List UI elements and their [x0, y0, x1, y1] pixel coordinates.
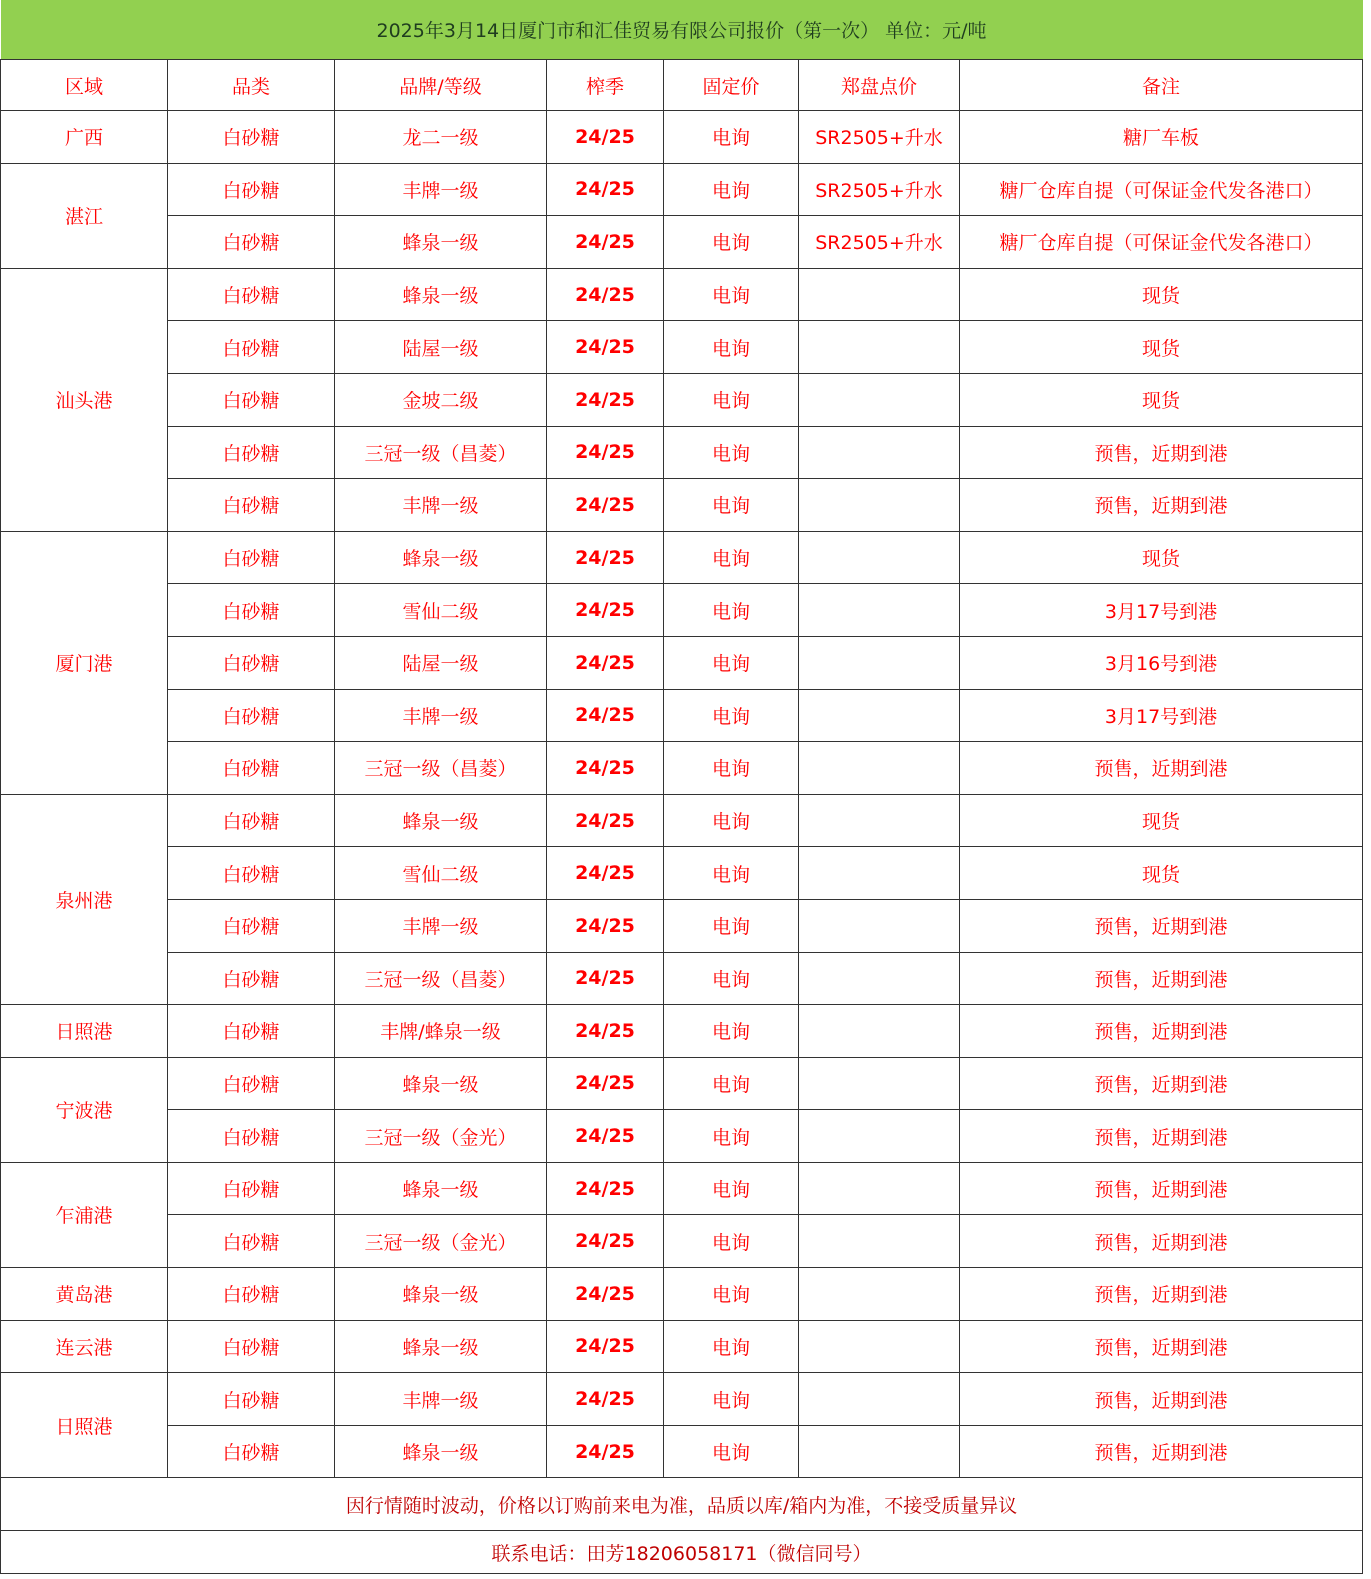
- cell-season: 24/25: [547, 426, 664, 479]
- cell-brand: 雪仙二级: [335, 584, 547, 637]
- table-row: [1, 1320, 1363, 1373]
- cell-note: 预售，近期到港: [960, 952, 1363, 1005]
- cell-season: 24/25: [547, 1215, 664, 1268]
- cell-fixed-price: 电询: [664, 216, 799, 269]
- cell-region: 泉州港: [1, 794, 168, 1004]
- cell-category: 白砂糖: [168, 1320, 335, 1373]
- cell-note: 预售，近期到港: [960, 1005, 1363, 1058]
- cell-category: 白砂糖: [168, 689, 335, 742]
- table-row: [1, 1215, 1363, 1268]
- cell-brand: 蜂泉一级: [335, 1057, 547, 1110]
- cell-fixed-price: 电询: [664, 1057, 799, 1110]
- table-row: [1, 689, 1363, 742]
- cell-note: 预售，近期到港: [960, 899, 1363, 952]
- cell-note: 预售，近期到港: [960, 1162, 1363, 1215]
- cell-fixed-price: 电询: [664, 531, 799, 584]
- cell-season: 24/25: [547, 689, 664, 742]
- cell-brand: 丰牌一级: [335, 899, 547, 952]
- cell-season: 24/25: [547, 584, 664, 637]
- cell-category: 白砂糖: [168, 321, 335, 374]
- contact-text: 联系电话：田芳18206058171（微信同号）: [1, 1531, 1363, 1574]
- cell-fixed-price: 电询: [664, 1110, 799, 1163]
- cell-futures-price: [799, 479, 960, 532]
- table-row: [1, 899, 1363, 952]
- cell-season: 24/25: [547, 1373, 664, 1426]
- cell-fixed-price: 电询: [664, 1268, 799, 1321]
- cell-category: 白砂糖: [168, 373, 335, 426]
- table-row: [1, 321, 1363, 374]
- cell-note: 预售，近期到港: [960, 1373, 1363, 1426]
- cell-futures-price: [799, 794, 960, 847]
- cell-futures-price: [799, 268, 960, 321]
- cell-note: 现货: [960, 794, 1363, 847]
- table-row: [1, 1005, 1363, 1058]
- cell-category: 白砂糖: [168, 216, 335, 269]
- cell-futures-price: [799, 1215, 960, 1268]
- disclaimer-row: [1, 1478, 1363, 1531]
- cell-category: 白砂糖: [168, 1057, 335, 1110]
- cell-note: 预售，近期到港: [960, 1320, 1363, 1373]
- cell-season: 24/25: [547, 794, 664, 847]
- cell-fixed-price: 电询: [664, 847, 799, 900]
- cell-futures-price: [799, 1373, 960, 1426]
- cell-futures-price: [799, 373, 960, 426]
- cell-fixed-price: 电询: [664, 1162, 799, 1215]
- cell-futures-price: SR2505+升水: [799, 163, 960, 216]
- cell-brand: 丰牌一级: [335, 163, 547, 216]
- cell-category: 白砂糖: [168, 1005, 335, 1058]
- header-futures-price: 郑盘点价: [799, 60, 960, 111]
- cell-fixed-price: 电询: [664, 111, 799, 164]
- cell-futures-price: [799, 1057, 960, 1110]
- header-note: 备注: [960, 60, 1363, 111]
- cell-note: 预售，近期到港: [960, 1425, 1363, 1478]
- cell-note: 预售，近期到港: [960, 426, 1363, 479]
- cell-futures-price: [799, 1110, 960, 1163]
- cell-season: 24/25: [547, 1162, 664, 1215]
- table-row: [1, 1268, 1363, 1321]
- cell-note: 3月17号到港: [960, 689, 1363, 742]
- cell-futures-price: [799, 636, 960, 689]
- cell-note: 预售，近期到港: [960, 1215, 1363, 1268]
- cell-category: 白砂糖: [168, 794, 335, 847]
- header-fixed-price: 固定价: [664, 60, 799, 111]
- cell-futures-price: [799, 952, 960, 1005]
- cell-futures-price: [799, 689, 960, 742]
- cell-season: 24/25: [547, 1110, 664, 1163]
- cell-note: 现货: [960, 268, 1363, 321]
- table-row: [1, 531, 1363, 584]
- cell-fixed-price: 电询: [664, 268, 799, 321]
- table-row: [1, 952, 1363, 1005]
- cell-category: 白砂糖: [168, 1215, 335, 1268]
- cell-futures-price: [799, 531, 960, 584]
- cell-fixed-price: 电询: [664, 479, 799, 532]
- table-row: [1, 479, 1363, 532]
- cell-brand: 龙二一级: [335, 111, 547, 164]
- table-row: [1, 1373, 1363, 1426]
- cell-season: 24/25: [547, 163, 664, 216]
- cell-fixed-price: 电询: [664, 1005, 799, 1058]
- header-brand: 品牌/等级: [335, 60, 547, 111]
- cell-futures-price: [799, 847, 960, 900]
- cell-season: 24/25: [547, 373, 664, 426]
- cell-fixed-price: 电询: [664, 1373, 799, 1426]
- cell-season: 24/25: [547, 321, 664, 374]
- cell-fixed-price: 电询: [664, 321, 799, 374]
- cell-category: 白砂糖: [168, 636, 335, 689]
- cell-futures-price: [799, 1268, 960, 1321]
- cell-brand: 陆屋一级: [335, 321, 547, 374]
- cell-fixed-price: 电询: [664, 1425, 799, 1478]
- cell-fixed-price: 电询: [664, 794, 799, 847]
- cell-note: 3月16号到港: [960, 636, 1363, 689]
- cell-futures-price: [799, 584, 960, 637]
- cell-region: 厦门港: [1, 531, 168, 794]
- table-row: [1, 1110, 1363, 1163]
- header-region: 区域: [1, 60, 168, 111]
- cell-brand: 蜂泉一级: [335, 1268, 547, 1321]
- cell-fixed-price: 电询: [664, 1320, 799, 1373]
- cell-futures-price: [799, 899, 960, 952]
- cell-note: 现货: [960, 373, 1363, 426]
- cell-brand: 蜂泉一级: [335, 1425, 547, 1478]
- table-row: [1, 373, 1363, 426]
- cell-fixed-price: 电询: [664, 952, 799, 1005]
- cell-fixed-price: 电询: [664, 1215, 799, 1268]
- cell-futures-price: [799, 1162, 960, 1215]
- cell-futures-price: [799, 426, 960, 479]
- cell-fixed-price: 电询: [664, 899, 799, 952]
- table-row: [1, 794, 1363, 847]
- cell-category: 白砂糖: [168, 1373, 335, 1426]
- cell-region: 宁波港: [1, 1057, 168, 1162]
- cell-season: 24/25: [547, 899, 664, 952]
- table-row: [1, 216, 1363, 269]
- cell-note: 预售，近期到港: [960, 479, 1363, 532]
- table-row: [1, 111, 1363, 164]
- cell-brand: 金坡二级: [335, 373, 547, 426]
- cell-note: 现货: [960, 531, 1363, 584]
- cell-category: 白砂糖: [168, 742, 335, 795]
- cell-fixed-price: 电询: [664, 373, 799, 426]
- cell-category: 白砂糖: [168, 111, 335, 164]
- cell-note: 糖厂仓库自提（可保证金代发各港口）: [960, 163, 1363, 216]
- cell-brand: 丰牌一级: [335, 689, 547, 742]
- cell-fixed-price: 电询: [664, 426, 799, 479]
- cell-region: 湛江: [1, 163, 168, 268]
- cell-brand: 雪仙二级: [335, 847, 547, 900]
- table-row: [1, 1162, 1363, 1215]
- cell-season: 24/25: [547, 1005, 664, 1058]
- cell-category: 白砂糖: [168, 268, 335, 321]
- header-row: [1, 60, 1363, 111]
- cell-season: 24/25: [547, 1268, 664, 1321]
- cell-brand: 三冠一级（金光）: [335, 1215, 547, 1268]
- cell-futures-price: SR2505+升水: [799, 111, 960, 164]
- cell-region: 日照港: [1, 1373, 168, 1478]
- table-row: [1, 426, 1363, 479]
- disclaimer-text: 因行情随时波动，价格以订购前来电为准，品质以库/箱内为准，不接受质量异议: [1, 1478, 1363, 1531]
- cell-category: 白砂糖: [168, 1162, 335, 1215]
- cell-season: 24/25: [547, 1320, 664, 1373]
- cell-category: 白砂糖: [168, 1425, 335, 1478]
- cell-futures-price: [799, 1425, 960, 1478]
- cell-category: 白砂糖: [168, 531, 335, 584]
- cell-note: 预售，近期到港: [960, 1057, 1363, 1110]
- cell-note: 糖厂车板: [960, 111, 1363, 164]
- cell-season: 24/25: [547, 1057, 664, 1110]
- cell-season: 24/25: [547, 531, 664, 584]
- cell-region: 日照港: [1, 1005, 168, 1058]
- cell-season: 24/25: [547, 847, 664, 900]
- cell-brand: 蜂泉一级: [335, 1162, 547, 1215]
- page-title: 2025年3月14日厦门市和汇佳贸易有限公司报价（第一次） 单位：元/吨: [1, 0, 1363, 60]
- cell-futures-price: [799, 742, 960, 795]
- cell-note: 3月17号到港: [960, 584, 1363, 637]
- cell-fixed-price: 电询: [664, 689, 799, 742]
- cell-note: 预售，近期到港: [960, 742, 1363, 795]
- cell-futures-price: [799, 321, 960, 374]
- cell-brand: 蜂泉一级: [335, 216, 547, 269]
- table-row: [1, 1057, 1363, 1110]
- cell-region: 乍浦港: [1, 1162, 168, 1267]
- cell-season: 24/25: [547, 216, 664, 269]
- cell-category: 白砂糖: [168, 899, 335, 952]
- cell-futures-price: [799, 1005, 960, 1058]
- cell-fixed-price: 电询: [664, 742, 799, 795]
- cell-note: 现货: [960, 847, 1363, 900]
- cell-season: 24/25: [547, 742, 664, 795]
- table-row: [1, 584, 1363, 637]
- table-row: [1, 742, 1363, 795]
- cell-category: 白砂糖: [168, 426, 335, 479]
- cell-brand: 三冠一级（金光）: [335, 1110, 547, 1163]
- cell-season: 24/25: [547, 952, 664, 1005]
- cell-category: 白砂糖: [168, 1110, 335, 1163]
- table-row: [1, 1425, 1363, 1478]
- cell-futures-price: [799, 1320, 960, 1373]
- cell-brand: 三冠一级（昌菱）: [335, 742, 547, 795]
- cell-fixed-price: 电询: [664, 163, 799, 216]
- cell-fixed-price: 电询: [664, 584, 799, 637]
- cell-season: 24/25: [547, 479, 664, 532]
- cell-category: 白砂糖: [168, 479, 335, 532]
- cell-region: 黄岛港: [1, 1268, 168, 1321]
- cell-brand: 蜂泉一级: [335, 268, 547, 321]
- table-row: [1, 636, 1363, 689]
- cell-region: 汕头港: [1, 268, 168, 531]
- cell-region: 连云港: [1, 1320, 168, 1373]
- cell-fixed-price: 电询: [664, 636, 799, 689]
- cell-note: 预售，近期到港: [960, 1110, 1363, 1163]
- cell-category: 白砂糖: [168, 163, 335, 216]
- cell-brand: 蜂泉一级: [335, 1320, 547, 1373]
- table-row: [1, 268, 1363, 321]
- cell-category: 白砂糖: [168, 847, 335, 900]
- cell-brand: 丰牌一级: [335, 1373, 547, 1426]
- cell-brand: 丰牌/蜂泉一级: [335, 1005, 547, 1058]
- cell-season: 24/25: [547, 111, 664, 164]
- cell-note: 预售，近期到港: [960, 1268, 1363, 1321]
- header-season: 榨季: [547, 60, 664, 111]
- table-row: [1, 163, 1363, 216]
- title-row: [1, 0, 1363, 60]
- cell-note: 现货: [960, 321, 1363, 374]
- cell-futures-price: SR2505+升水: [799, 216, 960, 269]
- cell-category: 白砂糖: [168, 584, 335, 637]
- cell-brand: 蜂泉一级: [335, 794, 547, 847]
- contact-row: [1, 1531, 1363, 1574]
- cell-season: 24/25: [547, 268, 664, 321]
- cell-season: 24/25: [547, 636, 664, 689]
- cell-category: 白砂糖: [168, 952, 335, 1005]
- header-category: 品类: [168, 60, 335, 111]
- cell-category: 白砂糖: [168, 1268, 335, 1321]
- cell-season: 24/25: [547, 1425, 664, 1478]
- cell-brand: 三冠一级（昌菱）: [335, 426, 547, 479]
- cell-region: 广西: [1, 111, 168, 164]
- table-row: [1, 847, 1363, 900]
- cell-brand: 陆屋一级: [335, 636, 547, 689]
- cell-brand: 蜂泉一级: [335, 531, 547, 584]
- cell-brand: 丰牌一级: [335, 479, 547, 532]
- cell-brand: 三冠一级（昌菱）: [335, 952, 547, 1005]
- cell-note: 糖厂仓库自提（可保证金代发各港口）: [960, 216, 1363, 269]
